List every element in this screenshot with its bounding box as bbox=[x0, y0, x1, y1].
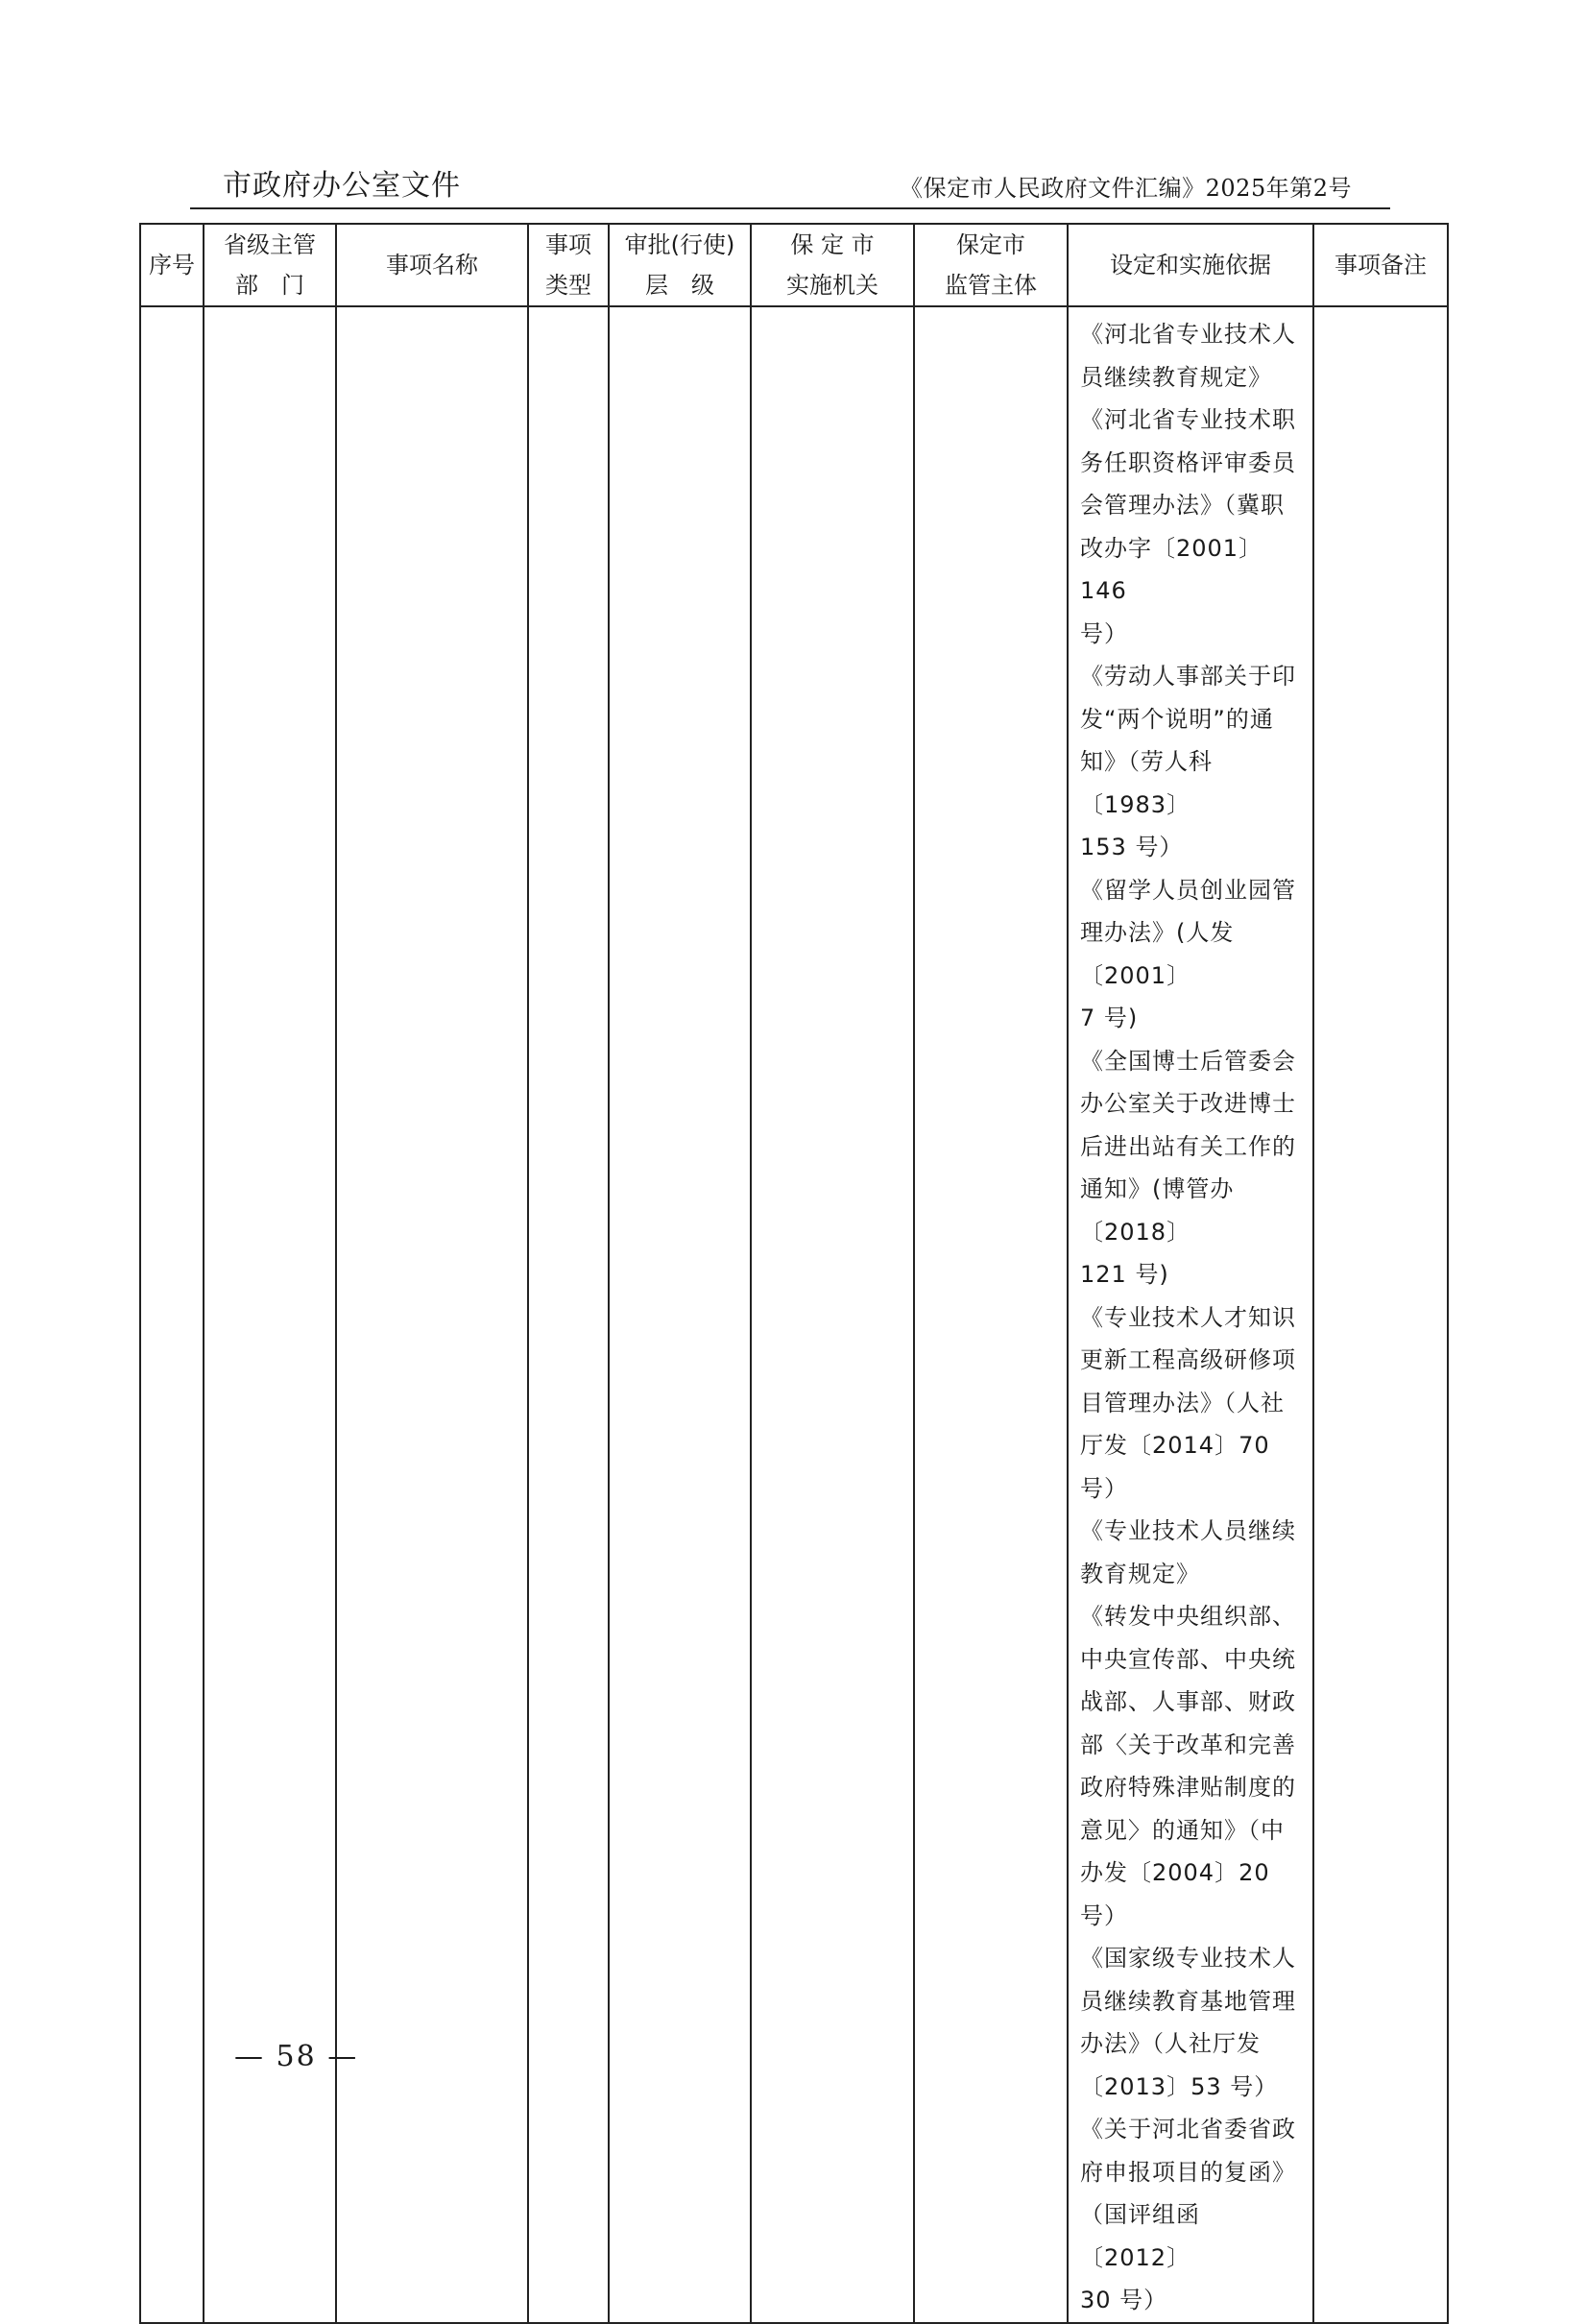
cell-department bbox=[204, 306, 336, 2323]
legal-basis-entry: 《专业技术人员继续 教育规定》 bbox=[1080, 1517, 1296, 1587]
cell-remarks bbox=[1313, 306, 1448, 2323]
approval-items-table bbox=[139, 223, 1449, 2324]
column-header-remarks: 事项备注 bbox=[1313, 224, 1448, 306]
cell-legal-basis bbox=[1068, 306, 1313, 2323]
legal-basis-entry: 《转发中央组织部、 中央宣传部、中央统 战部、人事部、财政 部〈关于改革和完善 政府特殊津贴制度的 意见〉的通知》（中 办发〔2004〕20 号） bbox=[1080, 1603, 1296, 1929]
column-header-legal-basis: 设定和实施依据 bbox=[1068, 224, 1313, 306]
document-source-title: 市政府办公室文件 bbox=[223, 169, 461, 203]
column-header-implementing-agency: 保 定 市 实施机关 bbox=[751, 224, 914, 306]
compilation-title: 《保定市人民政府文件汇编》2025年第2号 bbox=[900, 175, 1352, 202]
table-row bbox=[140, 306, 1448, 2323]
column-header-item-name: 事项名称 bbox=[336, 224, 528, 306]
legal-basis-entry: 《全国博士后管委会 办公室关于改进博士 后进出站有关工作的 通知》(博管办〔2018〕 121 号) bbox=[1080, 1047, 1296, 1288]
column-header-index: 序号 bbox=[140, 224, 204, 306]
table-header-row bbox=[140, 224, 1448, 306]
column-header-supervising-body: 保定市 监管主体 bbox=[914, 224, 1068, 306]
column-header-item-type: 事项 类型 bbox=[528, 224, 609, 306]
legal-basis-entry: 《劳动人事部关于印 发“两个说明”的通 知》（劳人科〔1983〕 153 号） bbox=[1080, 663, 1296, 860]
legal-basis-entry: 《留学人员创业园管 理办法》(人发〔2001〕 7 号) bbox=[1080, 876, 1296, 1031]
column-header-approval-level: 审批(行使) 层 级 bbox=[609, 224, 751, 306]
legal-basis-entry: 《关于河北省委省政 府申报项目的复函》 （国评组函〔2012〕 30 号） bbox=[1080, 2116, 1296, 2313]
cell-item-type bbox=[528, 306, 609, 2323]
cell-item-name bbox=[336, 306, 528, 2323]
legal-basis-entry: 《河北省专业技术人 员继续教育规定》 bbox=[1080, 321, 1296, 391]
cell-implementing-agency bbox=[751, 306, 914, 2323]
legal-basis-entry: 《国家级专业技术人 员继续教育基地管理 办法》（人社厅发 〔2013〕53 号） bbox=[1080, 1945, 1296, 2100]
cell-supervising-body bbox=[914, 306, 1068, 2323]
column-header-department: 省级主管 部 门 bbox=[204, 224, 336, 306]
legal-basis-entry: 《河北省专业技术职 务任职资格评审委员 会管理办法》（冀职 改办字〔2001〕146 号） bbox=[1080, 406, 1296, 647]
page-number: — 58 — bbox=[234, 2040, 359, 2073]
header-divider bbox=[190, 207, 1390, 209]
cell-approval-level bbox=[609, 306, 751, 2323]
cell-index bbox=[140, 306, 204, 2323]
legal-basis-entry: 《专业技术人才知识 更新工程高级研修项 目管理办法》（人社 厅发〔2014〕70 号） bbox=[1080, 1303, 1296, 1502]
